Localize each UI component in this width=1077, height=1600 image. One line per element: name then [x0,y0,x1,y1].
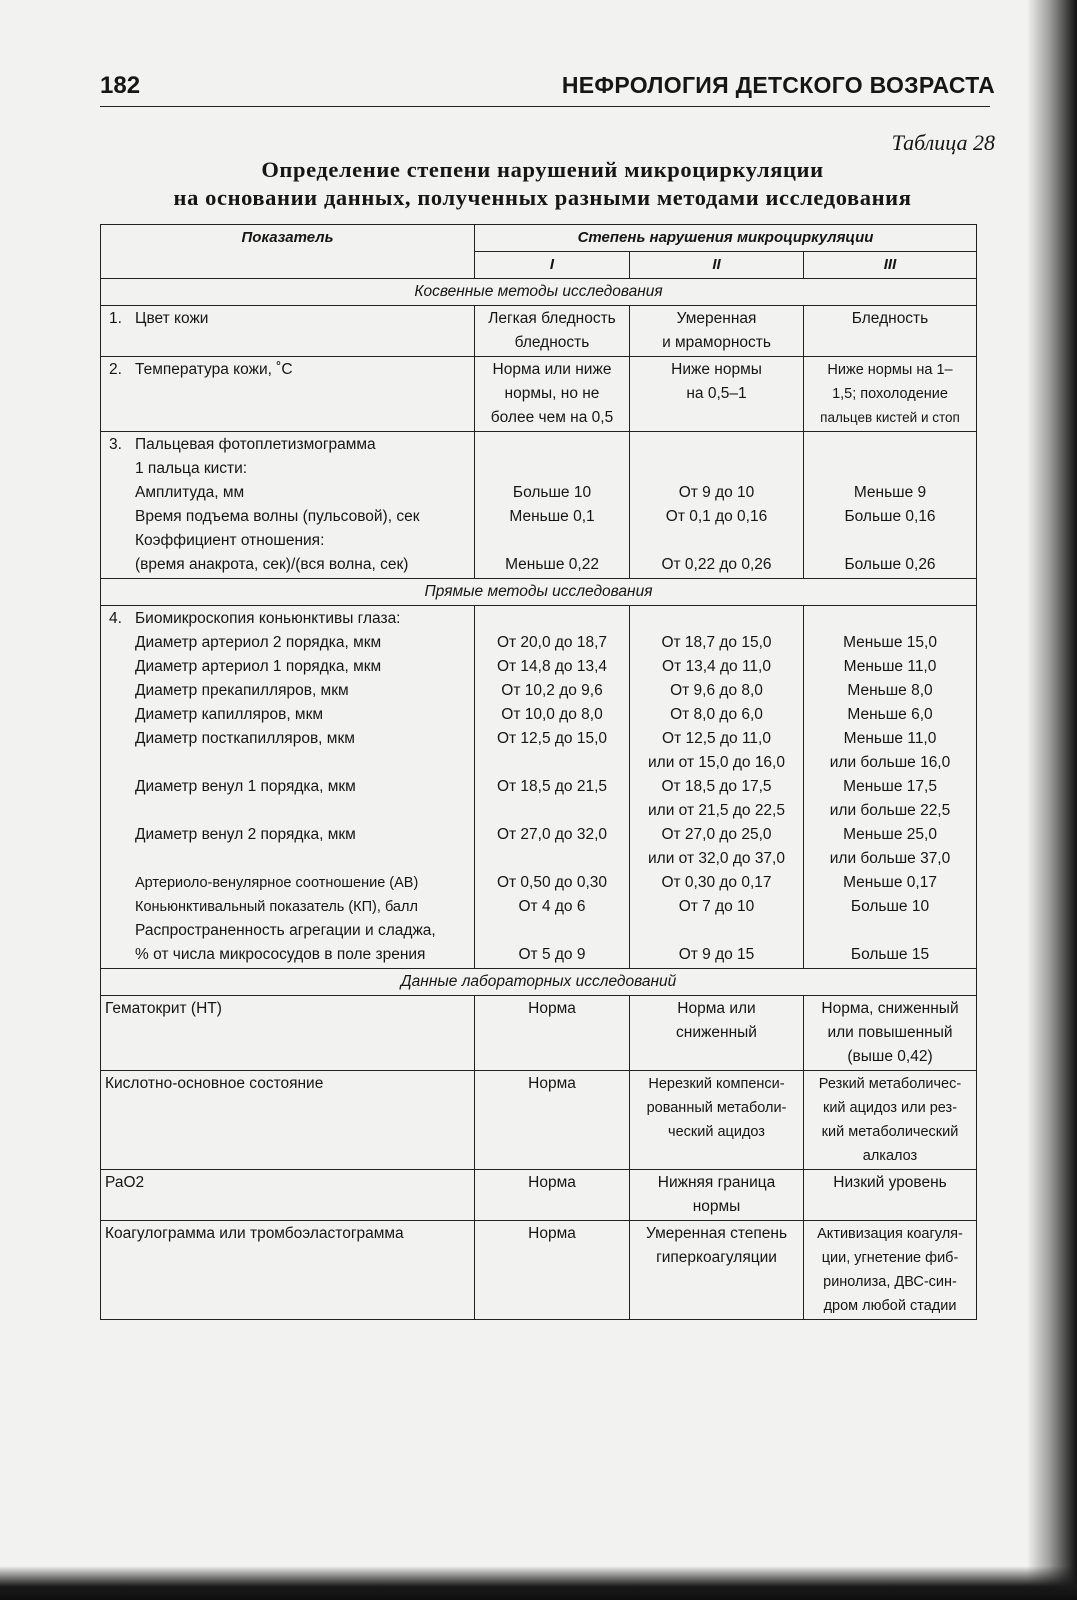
row-r4-name-line: Диаметр артериол 2 порядка, мкм [135,634,382,651]
cell-line: От 20,0 до 18,7 [496,634,608,651]
cell-line [479,607,625,631]
cell-line: От 27,0 до 32,0 [496,826,608,843]
cell-line: От 0,30 до 0,17 [661,874,772,891]
cell-line: От 18,5 до 21,5 [496,778,608,795]
row-r4-name-line: Диаметр капилляров, мкм [135,706,324,723]
cell-line: От 9 до 10 [678,484,755,501]
cell-line: ринолиза, ДВС-син- [823,1274,957,1290]
cell-line: От 0,22 до 0,26 [661,556,772,573]
title-line-1: Определение степени нарушений микроциркуляции [261,157,824,182]
row-r3-name-line: (время анакрота, сек)/(вся волна, сек) [135,556,409,573]
cell-line: 1,5; похолодение [832,386,948,402]
row-r3-indicator [101,432,475,579]
cell-line: рованный метаболи- [646,1100,787,1116]
cell-line: От 12,5 до 11,0 [662,730,771,747]
row-r3-name-line: Время подъема волны (пульсовой), сек [135,508,420,525]
row-r4-name-line: Диаметр посткапилляров, мкм [135,730,355,747]
col-header-degree: Степень нарушения микроциркуляции [475,225,977,252]
cell-line [634,433,799,457]
row-r2-indicator [101,357,475,432]
row-r5-degree-1 [475,996,630,1071]
cell-line [808,919,972,943]
header-rule [100,106,990,107]
cell-line [808,607,972,631]
row-r8-degree-2 [630,1221,804,1320]
cell-line: Меньше 6,0 [847,706,933,723]
cell-line [479,457,625,481]
col-header-degree-1: I [475,252,630,279]
cell-line [634,607,799,631]
cell-line: пальцев кистей и стоп [820,410,960,425]
row-r2-degree-1 [475,357,630,432]
cell-line: От 18,7 до 15,0 [661,634,772,651]
cell-line: Больше 0,16 [844,508,936,525]
cell-line: От 7 до 10 [678,898,755,915]
row-r4-name-line: Артериоло-венулярное соотношение (АВ) [135,875,419,891]
cell-line [479,847,625,871]
cell-line: Умеренная [676,310,757,327]
cell-line: сниженный [676,1024,757,1041]
row-r4-degree-3 [804,606,977,969]
cell-line: От 5 до 9 [518,946,586,963]
cell-line: Ниже нормы [671,361,762,378]
row-r1-number: 1. [109,310,122,327]
cell-line: Больше 0,26 [844,556,936,573]
row-r8-indicator [101,1221,475,1320]
row-r4-indicator [101,606,475,969]
row-r1-degree-2 [630,306,804,357]
cell-line [479,751,625,775]
cell-line: От 0,50 до 0,30 [496,874,608,891]
cell-line: алкалоз [862,1148,918,1164]
row-r8-name: Коагулограмма или тромбоэластограмма [105,1225,404,1242]
cell-line: Нерезкий компенси- [648,1076,785,1092]
row-r4-name-line: Диаметр венул 1 порядка, мкм [135,778,356,795]
row-r4-name-line [105,751,470,775]
cell-line: Норма [528,1075,576,1092]
cell-line: Меньше 15,0 [843,634,937,651]
row-r4-degree-2 [630,606,804,969]
section-indirect: Косвенные методы исследования [101,279,977,306]
row-r7-name: РаО2 [105,1174,145,1191]
cell-line: кий метаболический [821,1124,959,1140]
book-spine-shadow [1027,0,1077,1600]
cell-line: или от 15,0 до 16,0 [648,754,785,771]
cell-line: Больше 10 [512,484,592,501]
row-r3-degree-2 [630,432,804,579]
cell-line: Норма или ниже [492,361,612,378]
cell-line: Резкий метаболичес- [818,1076,962,1092]
row-r5-degree-3 [804,996,977,1071]
cell-line: и мраморность [662,334,771,351]
table-row-r8 [101,1221,977,1320]
row-r4-degree-1 [475,606,630,969]
row-r4-name-line: Диаметр венул 2 порядка, мкм [135,826,356,843]
row-r3-number: 3. [109,436,122,453]
cell-line: Норма [528,1225,576,1242]
cell-line [634,529,799,553]
row-r4-name-line: Коньюнктивальный показатель (КП), балл [135,899,418,915]
row-r7-degree-2 [630,1170,804,1221]
table-row-r3 [101,432,977,579]
row-r4-name-line: Диаметр прекапилляров, мкм [135,682,349,699]
cell-line: или больше 16,0 [829,754,951,771]
row-r4-name-line: % от числа микрососудов в поле зрения [135,946,426,963]
cell-line: Меньше 0,1 [509,508,595,525]
row-r5-name: Гематокрит (НТ) [105,1000,222,1017]
page-number: 182 [100,72,141,99]
cell-line: нормы, но не [504,385,600,402]
row-r3-name-line: Коэффициент отношения: [135,532,325,549]
cell-line: От 18,5 до 17,5 [661,778,772,795]
row-r7-degree-3 [804,1170,977,1221]
row-r3-name-line: Пальцевая фотоплетизмограмма [135,436,376,453]
section-direct: Прямые методы исследования [101,579,977,606]
cell-line: Меньше 0,17 [843,874,937,891]
section-lab: Данные лабораторных исследований [101,969,977,996]
row-r6-degree-2 [630,1071,804,1170]
col-header-degree-3: III [804,252,977,279]
row-r6-degree-3 [804,1071,977,1170]
cell-line: или больше 22,5 [829,802,951,819]
row-r3-degree-3 [804,432,977,579]
row-r2-number: 2. [109,361,122,378]
cell-line: бледность [514,334,590,351]
cell-line: От 13,4 до 11,0 [662,658,771,675]
table-row-r6 [101,1071,977,1170]
table-row-r1 [101,306,977,357]
cell-line: Больше 10 [850,898,930,915]
cell-line: на 0,5–1 [686,385,747,402]
cell-line: От 9,6 до 8,0 [670,682,763,699]
row-r2-degree-2 [630,357,804,432]
cell-line: Легкая бледность [488,310,616,327]
cell-line: Низкий уровень [833,1174,947,1191]
row-r3-name-line: Амплитуда, мм [135,484,245,501]
cell-line: Активизация коагуля- [817,1226,963,1242]
row-r1-degree-3 [804,306,977,357]
cell-line [479,529,625,553]
cell-line: Меньше 11,0 [843,658,937,675]
cell-line: От 27,0 до 25,0 [661,826,772,843]
cell-line: Норма, сниженный [821,1000,959,1017]
cell-line: кий ацидоз или рез- [822,1100,958,1116]
cell-line [808,529,972,553]
row-r1-name: Цвет кожи [135,310,209,327]
row-r6-degree-1 [475,1071,630,1170]
cell-line: Меньше 9 [853,484,927,501]
col-header-degree-2: II [630,252,804,279]
cell-line: От 0,1 до 0,16 [665,508,768,525]
cell-line: Меньше 25,0 [843,826,937,843]
row-r4-name-line [105,799,470,823]
cell-line: или больше 37,0 [829,850,951,867]
running-head: НЕФРОЛОГИЯ ДЕТСКОГО ВОЗРАСТА [561,72,995,98]
cell-line: От 9 до 15 [678,946,755,963]
cell-line: Нижняя граница [657,1174,776,1191]
cell-line: дром любой стадии [823,1298,957,1314]
cell-line [634,919,799,943]
row-r7-indicator [101,1170,475,1221]
cell-line: Меньше 17,5 [843,778,937,795]
row-r2-degree-3 [804,357,977,432]
table-title [100,156,985,212]
page-bottom-shadow [0,1566,1077,1600]
row-r8-degree-3 [804,1221,977,1320]
row-r4-number: 4. [109,610,122,627]
cell-line [479,799,625,823]
cell-line: От 4 до 6 [518,898,586,915]
row-r2-name: Температура кожи, ˚С [135,361,293,378]
table-label: Таблица 28 [891,130,995,155]
cell-line: От 10,0 до 8,0 [501,706,603,723]
section-row-lab [101,969,977,996]
cell-line: Меньше 0,22 [505,556,599,573]
row-r1-degree-1 [475,306,630,357]
table-row-r4 [101,606,977,969]
cell-line: более чем на 0,5 [490,409,614,426]
cell-line: От 14,8 до 13,4 [496,658,608,675]
cell-line: или от 21,5 до 22,5 [648,802,785,819]
cell-line: (выше 0,42) [847,1048,933,1065]
cell-line: нормы [692,1198,741,1215]
cell-line: или повышенный [827,1024,953,1041]
cell-line: гиперкоагуляции [656,1249,777,1266]
cell-line [808,433,972,457]
cell-line: ческий ацидоз [668,1124,765,1140]
header-row [101,225,977,252]
cell-line: Норма или [677,1000,756,1017]
cell-line: Меньше 8,0 [847,682,933,699]
section-row-indirect [101,279,977,306]
row-r5-degree-2 [630,996,804,1071]
row-r3-name-line: 1 пальца кисти: [135,460,248,477]
row-r4-name-line: Диаметр артериол 1 порядка, мкм [135,658,382,675]
cell-line [479,433,625,457]
cell-line: Ниже нормы на 1– [827,362,953,378]
cell-line: Больше 15 [850,946,930,963]
table-row-r2 [101,357,977,432]
cell-line [479,919,625,943]
microcirculation-table [100,224,977,1320]
row-r3-degree-1 [475,432,630,579]
cell-line: Бледность [851,310,929,327]
col-header-indicator: Показатель [101,225,475,279]
row-r4-name-line: Биомикроскопия коньюнктивы глаза: [135,610,401,627]
row-r4-name-line: Распространенность агрегации и сладжа, [135,922,436,939]
row-r1-indicator [101,306,475,357]
cell-line: Умеренная степень [645,1225,788,1242]
cell-line [808,457,972,481]
table-row-r5 [101,996,977,1071]
cell-line [634,457,799,481]
cell-line: ции, угнетение фиб- [821,1250,959,1266]
title-line-2: на основании данных, полученных разными методами исследования [173,185,912,210]
cell-line: От 10,2 до 9,6 [501,682,603,699]
table-row-r7 [101,1170,977,1221]
row-r8-degree-1 [475,1221,630,1320]
cell-line: Норма [528,1174,576,1191]
row-r6-name: Кислотно-основное состояние [105,1075,324,1092]
row-r4-name-line [105,847,470,871]
row-r6-indicator [101,1071,475,1170]
cell-line: или от 32,0 до 37,0 [648,850,785,867]
row-r5-indicator [101,996,475,1071]
cell-line: Меньше 11,0 [843,730,937,747]
cell-line: От 12,5 до 15,0 [496,730,608,747]
section-row-direct [101,579,977,606]
cell-line: Норма [528,1000,576,1017]
row-r7-degree-1 [475,1170,630,1221]
cell-line: От 8,0 до 6,0 [670,706,763,723]
